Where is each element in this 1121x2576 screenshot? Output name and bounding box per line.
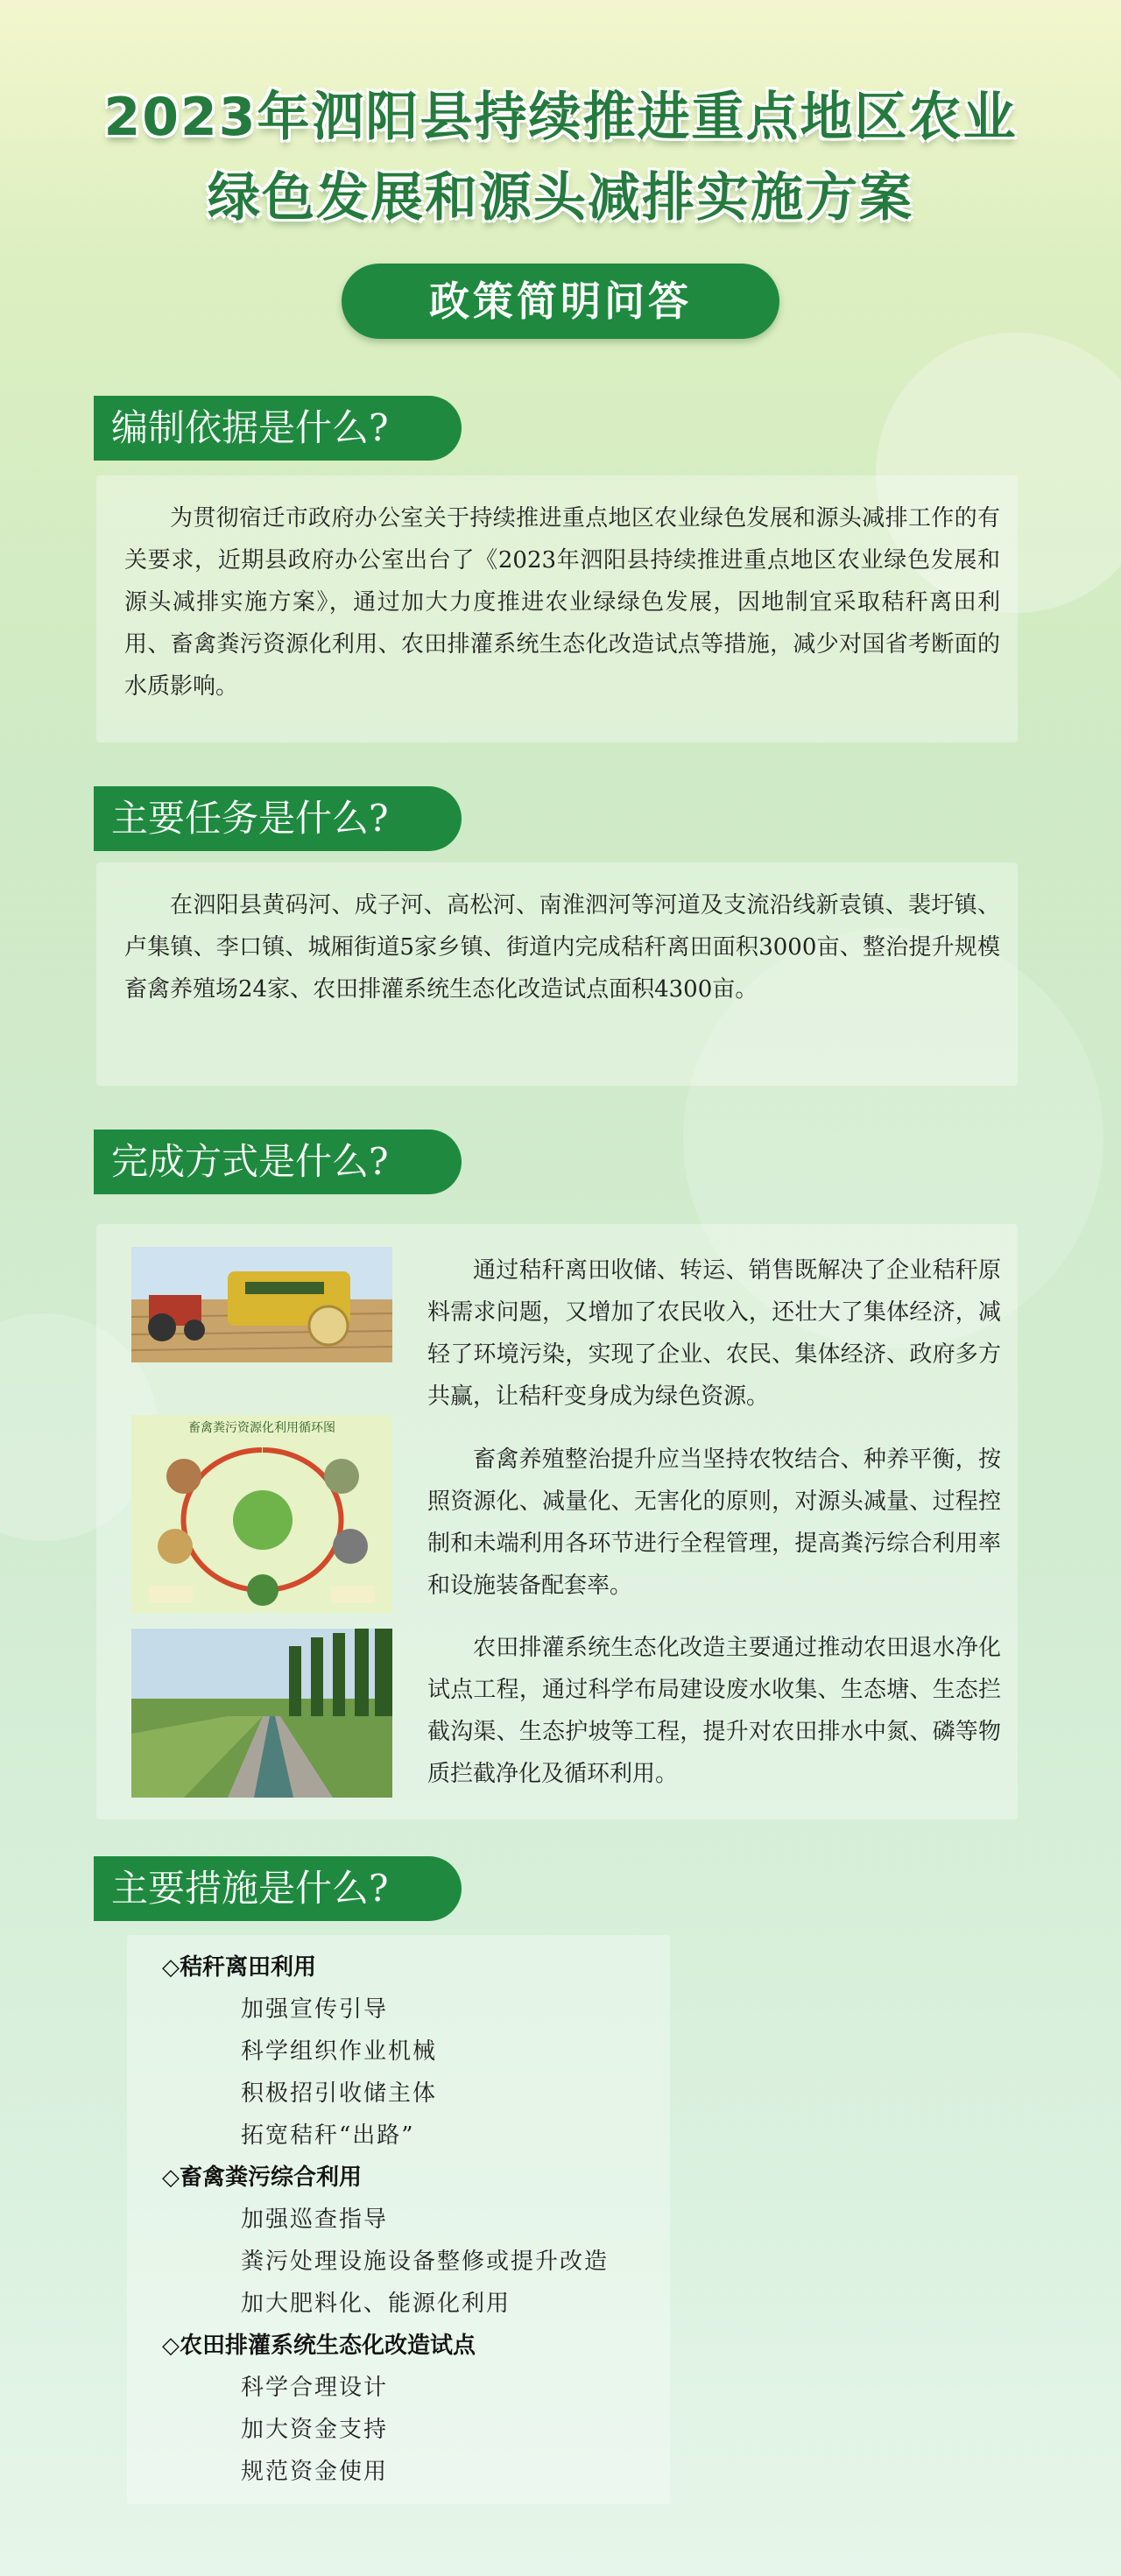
measure-item: 粪污处理设施设备整修或提升改造: [241, 2249, 610, 2275]
measure-item: 规范资金使用: [241, 2459, 389, 2485]
measure-group-straw: ◇秸秆离田利用: [162, 1954, 316, 1981]
diagram-title: 畜禽粪污资源化利用循环图: [188, 1421, 335, 1435]
page-title-line1: 2023年泗阳县持续推进重点地区农业: [103, 87, 1018, 148]
measure-item: 科学合理设计: [241, 2375, 389, 2401]
straw-baler-photo: [131, 1247, 392, 1362]
measure-item: 拓宽秸秆“出路”: [241, 2122, 415, 2149]
measure-item: 加大资金支持: [241, 2417, 389, 2443]
basis-paragraph: 为贯彻宿迁市政府办公室关于持续推进重点地区农业绿色发展和源头减排工作的有关要求，近期县政府办公室出台了《2023年泗阳县持续推进重点地区农业绿色发展和源头减排实施方案》，通过加大力度推进农业绿绿色发展，因地制宜采取秸秆离田利用、畜禽粪污资源化利用、农田排灌系统生态化改造试点等措施，减少对国省考断面的水质影响。: [124, 505, 1000, 700]
measure-item: 加强巡查指导: [241, 2206, 389, 2233]
tasks-paragraph: 在泗阳县黄码河、成子河、高松河、南淮泗河等河道及支流沿线新袁镇、裴圩镇、卢集镇、李口镇、城厢街道5家乡镇、街道内完成秸秆离田面积3000亩、整治提升规模畜禽养殖场24家、农田排灌系统生态化改造试点面积4300亩。: [124, 892, 1000, 1003]
section-heading-measures: 主要措施是什么?: [94, 1856, 462, 1921]
section-heading-methods: 完成方式是什么?: [94, 1130, 462, 1194]
methods-livestock-paragraph: 畜禽养殖整治提升应当坚持农牧结合、种养平衡，按照资源化、减量化、无害化的原则，对源头减量、过程控制和未端利用各环节进行全程管理，提高粪污综合利用率和设施装备配套率。: [427, 1446, 1001, 1599]
measure-item: 积极招引收储主体: [241, 2080, 438, 2107]
section-heading-tasks: 主要任务是什么?: [94, 786, 462, 851]
policy-qa-badge: 政策简明问答: [342, 264, 779, 339]
section-heading-basis: 编制依据是什么?: [94, 396, 462, 461]
manure-cycle-diagram: [131, 1415, 392, 1613]
measure-item: 加大肥料化、能源化利用: [241, 2291, 511, 2317]
page-title-line2: 绿色发展和源头减排实施方案: [208, 167, 913, 229]
methods-irrigation-paragraph: 农田排灌系统生态化改造主要通过推动农田退水净化试点工程，通过科学布局建设废水收集、生态塘、生态拦截沟渠、生态护坡等工程，提升对农田排水中氮、磷等物质拦截净化及循环利用。: [427, 1635, 1001, 1787]
measure-item: 加强宣传引导: [241, 1996, 389, 2023]
measure-group-livestock: ◇畜禽粪污综合利用: [162, 2164, 362, 2191]
methods-straw-paragraph: 通过秸秆离田收储、转运、销售既解决了企业秸秆原料需求问题，又增加了农民收入，还壮大了集体经济，减轻了环境污染，实现了企业、农民、集体经济、政府多方共赢，让秸秆变身成为绿色资源。: [427, 1257, 1001, 1410]
measures-panel: [127, 1935, 670, 2504]
measure-group-irrigation: ◇农田排灌系统生态化改造试点: [162, 2333, 476, 2359]
ecological-canal-photo: [131, 1629, 392, 1798]
measure-item: 科学组织作业机械: [241, 2038, 438, 2065]
